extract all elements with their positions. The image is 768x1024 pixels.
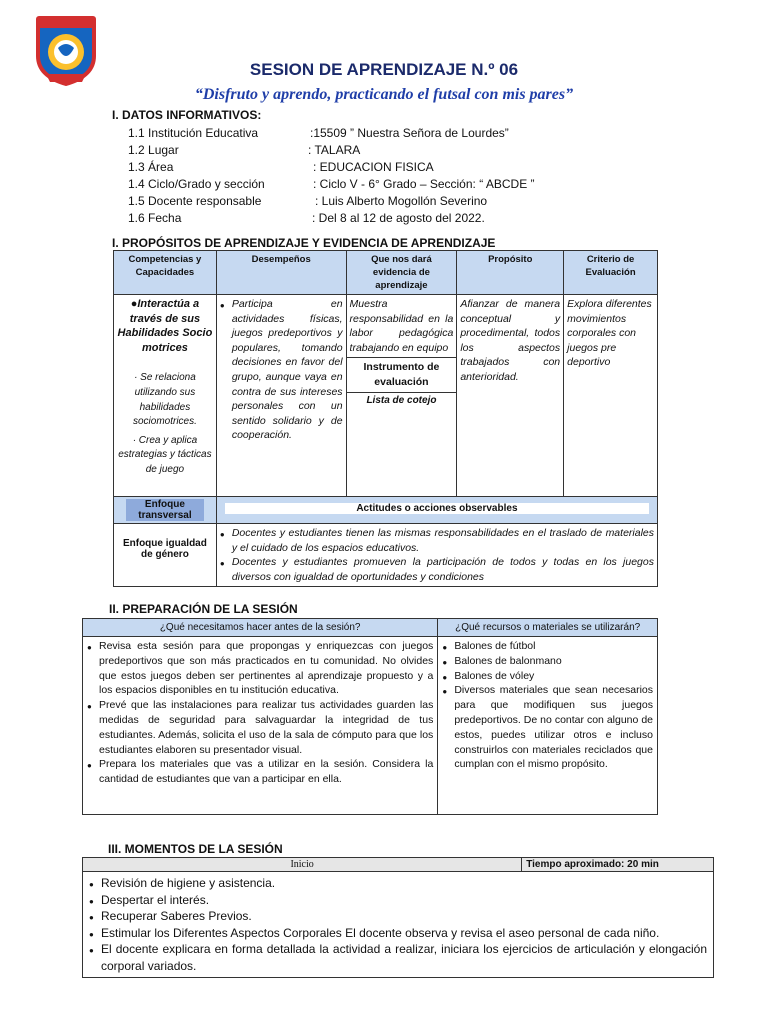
proposito-cell: Afianzar de manera conceptual y procedimental, todos los aspectos trabajados con anterioridad.	[457, 295, 564, 497]
instrumento-value: Lista de cotejo	[347, 392, 457, 410]
recurso-item: ● Balones de balonmano	[442, 654, 653, 669]
page-subtitle: “Disfruto y aprendo, practicando el futsal con mis pares”	[194, 86, 574, 103]
instrumento-header: Instrumento de evaluación	[347, 357, 457, 391]
actitud-item: ● Docentes y estudiantes tienen las mismas responsabilidades en el traslado de materiales y el cuidado de los espacios educativos.	[220, 526, 654, 555]
info-value: : Del 8 al 12 de agosto del 2022.	[312, 211, 485, 225]
info-value: : Luis Alberto Mogollón Severino	[315, 194, 488, 208]
momento-item: ● Recuperar Saberes Previos.	[89, 908, 707, 925]
preparacion-heading: II. PREPARACIÓN DE LA SESIÓN	[109, 602, 298, 616]
evidencia-cell	[346, 295, 457, 497]
momentos-cell	[83, 872, 714, 978]
propositos-table	[113, 250, 658, 587]
desempeno-cell	[216, 295, 346, 497]
info-label: 1.2 Lugar	[128, 143, 179, 157]
page-title: SESION DE APRENDIZAJE N.º 06	[249, 60, 519, 79]
actitud-item: ● Docentes y estudiantes promueven la participación de todos y todas en los juegos diversos con igualdad de oportunidades y condiciones	[220, 555, 654, 584]
info-value: : Ciclo V - 6° Grado – Sección: “ ABCDE ”	[313, 177, 535, 191]
momentos-heading: III. MOMENTOS DE LA SESIÓN	[108, 842, 283, 856]
momentos-table	[82, 857, 714, 978]
col-header-recursos: ¿Qué recursos o materiales se utilizarán?	[438, 619, 658, 637]
tiempo-label: Tiempo aproximado: 20 min	[522, 858, 714, 872]
enfoque-igualdad-label: Enfoque igualdad de género	[114, 524, 217, 587]
info-label: 1.1 Institución Educativa	[128, 126, 259, 140]
antes-item: ● Prevé que las instalaciones para realizar tus actividades guarden las medidas de seguridad para salvaguardar la integridad de tus estudiantes. Además, solicita el uso de la sala de cómputo para que los estudiantes elaboren su presentador visual.	[87, 698, 433, 757]
actitudes-header-cell	[216, 497, 657, 524]
momento-item: ● Despertar el interés.	[89, 892, 707, 909]
info-label: 1.5 Docente responsable	[128, 194, 262, 208]
info-label: 1.3 Área	[128, 160, 174, 174]
actitudes-header: Actitudes o acciones observables	[225, 503, 649, 514]
preparacion-table	[82, 618, 658, 815]
info-value: : TALARA	[308, 143, 361, 157]
recursos-cell	[438, 637, 658, 815]
col-header-desempenos: Desempeños	[216, 251, 346, 295]
info-value: :15509 ” Nuestra Señora de Lourdes”	[310, 126, 509, 140]
recurso-item: ● Balones de fútbol	[442, 639, 653, 654]
antes-cell	[83, 637, 438, 815]
competencia-main: ●Interactúa a través de sus Habilidades Socio motrices	[117, 298, 213, 354]
capacidad-item: · Se relaciona utilizando sus habilidades sociomotrices.	[132, 372, 197, 428]
propositos-heading: I. PROPÓSITOS DE APRENDIZAJE Y EVIDENCIA DE APRENDIZAJE	[112, 236, 496, 250]
recurso-item: ● Diversos materiales que sean necesarios para que modifiquen sus juegos predeportivos. De no contar con alguno de estos, puedes utilizar otros e incluso construirlos con materiales reciclados que cumplan con el mismo propósito.	[442, 683, 653, 772]
capacidad-item: · Crea y aplica estrategias y tácticas de juego	[118, 434, 212, 475]
evidencia-text: Muestra responsabilidad en la labor pedagógica trabajando en equipo	[349, 298, 454, 354]
antes-item: ● Prepara los materiales que vas a utilizar en la sesión. Considera la cantidad de estudiantes que van a participar en ella.	[87, 757, 433, 787]
momento-item: ● Estimular los Diferentes Aspectos Corporales El docente observa y revisa el aseo personal de cada niño.	[89, 925, 707, 942]
col-header-evidencia: Que nos dará evidencia de aprendizaje	[346, 251, 457, 295]
col-header-criterio: Criterio de Evaluación	[564, 251, 658, 295]
antes-item: ● Revisa esta sesión para que propongas y enriquezcas con juegos predeportivos que son más practicados en tu comunidad. No olvides que estos juegos deben ser pertinentes al aprendizaje propuesto y a los espacios disponibles en tu institución educativa.	[87, 639, 433, 698]
enfoque-transversal-label: Enfoque transversal	[114, 497, 217, 524]
recurso-item: ● Balones de vóley	[442, 669, 653, 684]
col-header-competencias: Competencias y Capacidades	[114, 251, 217, 295]
momento-item: ● Revisión de higiene y asistencia.	[89, 875, 707, 892]
info-value: : EDUCACION FISICA	[313, 160, 434, 174]
info-label: 1.4 Ciclo/Grado y sección	[128, 177, 265, 191]
actitudes-cell	[216, 524, 657, 587]
col-header-proposito: Propósito	[457, 251, 564, 295]
col-header-antes: ¿Qué necesitamos hacer antes de la sesión?	[83, 619, 438, 637]
competencias-cell	[114, 295, 217, 497]
criterio-cell: Explora diferentes movimientos corporales con juegos pre deportivo	[564, 295, 658, 497]
desempeno-text: ● Participa en actividades físicas, juegos predeportivos y populares, tomando decisiones en favor del grupo, aunque vaya en contra de sus intereses personales con un sentido solidario y de cooperación.	[220, 297, 343, 443]
inicio-label: Inicio	[83, 858, 522, 872]
datos-heading: I. DATOS INFORMATIVOS:	[112, 108, 262, 122]
info-label: 1.6 Fecha	[128, 211, 182, 225]
momento-item: ● El docente explicara en forma detallada la actividad a realizar, iniciara los ejercicios de articulación y elongación corporal variados.	[89, 941, 707, 974]
